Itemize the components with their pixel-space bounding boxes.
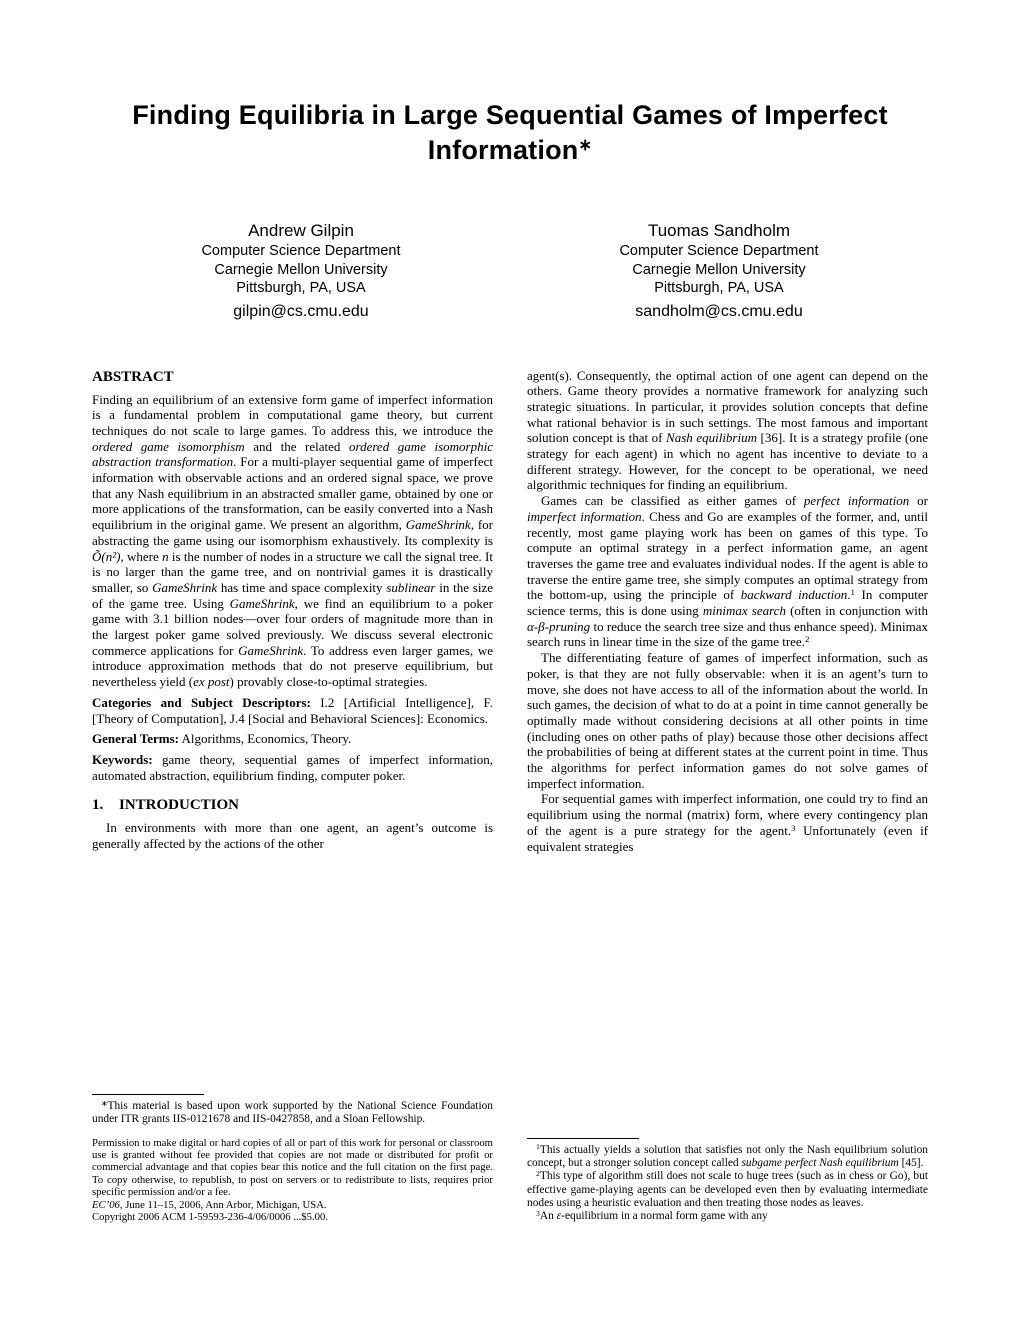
author-department: Computer Science Department — [201, 243, 401, 259]
keywords-text: Keywords: game theory, sequential games of imperfect information, automated abstraction, equilibrium finding, computer poker. — [92, 751, 493, 783]
general-terms-text: General Terms: Algorithms, Economics, Theory. — [92, 731, 352, 747]
categories-text: Categories and Subject Descriptors: I.2 [Artificial Intelligence], F. [Theory of Computation], J.4 [Social and Behavioral Sciences]: Economics. — [92, 694, 493, 726]
author-card-sandholm — [510, 220, 928, 322]
abstract-heading: ABSTRACT — [92, 368, 174, 385]
footnote-separator — [92, 1094, 204, 1095]
author-block — [92, 220, 928, 322]
footnote-1: $^1$This actually yields a solution that satisfies not only the Nash equilibrium solution concept, but a stronger solution concept called subgame perfect Nash equilibrium [45]. — [527, 1142, 928, 1170]
paper-page — [92, 0, 928, 1224]
section-title: INTRODUCTION — [119, 797, 240, 814]
author-email: gilpin@cs.cmu.edu — [233, 302, 369, 320]
left-footnotes — [92, 1094, 493, 1223]
author-name: Tuomas Sandholm — [647, 221, 791, 240]
footnote-2: $^2$This type of algorithm still does not scale to huge trees (such as in chess or Go), but effective game-playing agents can be developed even then by evaluating intermediate nodes using a heuristic evaluation and then treating those nodes as leaves. — [527, 1168, 928, 1209]
title-footnote-marker: ∗ — [578, 136, 593, 155]
author-location: Pittsburgh, PA, USA — [654, 280, 784, 296]
title-line-1: Finding Equilibria in Large Sequential Games of Imperfect — [132, 100, 888, 130]
paper-title — [92, 98, 928, 172]
support-footnote: ∗This material is based upon work supported by the National Science Foundation under ITR grants IIS-0121678 and IIS-0427858, and a Sloan Fellowship. — [92, 1098, 493, 1126]
footnote-3: $^3$An ε-equilibrium in a normal form game with any — [536, 1208, 768, 1223]
author-university: Carnegie Mellon University — [214, 261, 388, 278]
footnote-separator — [527, 1138, 639, 1139]
author-email: sandholm@cs.cmu.edu — [635, 302, 803, 320]
title-line-2: Information — [427, 135, 579, 165]
introduction-text: In environments with more than one agent, an agent’s outcome is generally affected by the actions of the other — [92, 820, 493, 852]
left-column — [92, 368, 493, 1224]
body-paragraph-3: The differentiating feature of games of imperfect information, such as poker, is that they are not fully observable: when it is an agent’s turn to move, she does not have access to all of the information about the world. In such games, the decision of what to do at a point in time cannot generally be optimally made without considering decisions at all other points in time (including ones on other paths of play) because those other decisions affect the probabilities of being at different states at the current point in time. Thus the algorithms for perfect information games do not solve games of imperfect information. — [527, 650, 928, 791]
body-paragraph-4: For sequential games with imperfect information, one could try to find an equilibrium using the normal (matrix) form, where every contingency plan of the agent is a pure strategy for the agent.$^3$ Unfortunately (even if equivalent strategies — [527, 791, 929, 854]
abstract-text: Finding an equilibrium of an extensive form game of imperfect information is a fundamental problem in computational game theory, but current techniques do not scale to large games. To address this, we introduce the ordered game isomorphism and the related ordered game isomorphic abstraction transformation. For a multi-player sequential game of imperfect information with observable actions and an ordered signal space, we prove that any Nash equilibrium in an abstracted smaller game, obtained by one or more applications of the transformation, can be easily converted into a Nash equilibrium in the original game. We present an algorithm, GameShrink, for abstracting the game using our isomorphism exhaustively. Its complexity is Õ(n²), where n is the number of nodes in a structure we call the signal tree. It is no larger than the game tree, and on nontrivial games it is drastically smaller, so GameShrink has time and space complexity sublinear in the size of the game tree. Using GameShrink, we find an equilibrium to a poker game with 3.1 billion nodes—over four orders of magnitude more than in the largest poker game solved previously. We discuss several electronic commerce applications for GameShrink. To address even larger games, we introduce approximation methods that do not preserve equilibrium, but nevertheless yield (ex post) provably close-to-optimal strategies. — [92, 391, 494, 690]
body-paragraph-2: Games can be classified as either games of perfect information or imperfect information. Chess and Go are examples of the former, and, until recently, most game playing work has been on games of this type. To compute an optimal strategy in a perfect information game, an agent traverses the game tree and evaluates individual nodes. If the agent is able to traverse the entire game tree, she simply computes an optimal strategy from the bottom-up, using the principle of backward induction.$^1$ In computer science terms, this is done using minimax search (often in conjunction with α-β-pruning to reduce the search tree size and thus enhance speed). Minimax search runs in linear time in the size of the game tree.$^2$ — [527, 493, 929, 650]
copyright-permission-text: Permission to make digital or hard copies of all or part of this work for personal or classroom use is granted without fee provided that copies are not made or distributed for profit or commercial advantage and that copies bear this notice and the full citation on the first page. To copy otherwise, to republish, to post on servers or to redistribute to lists, requires prior specific permission and/or a fee. — [92, 1136, 493, 1199]
right-column — [527, 368, 928, 1224]
author-card-gilpin — [92, 220, 510, 322]
section-number: 1. — [92, 797, 104, 814]
author-university: Carnegie Mellon University — [632, 261, 806, 278]
two-column-body — [92, 368, 928, 1224]
body-paragraph-1: agent(s). Consequently, the optimal action of one agent can depend on the others. Game theory provides a normative framework for analyzing such strategic situations. In particular, it provides solution concepts that define what rational behavior is in such settings. The most famous and important solution concept is that of Nash equilibrium [36]. It is a strategy profile (one strategy for each agent) in which no agent has incentive to deviate to a different strategy. However, for the concept to be operational, we need algorithmic techniques for finding an equilibrium. — [527, 367, 929, 493]
author-department: Computer Science Department — [619, 243, 819, 259]
author-name: Andrew Gilpin — [248, 221, 354, 240]
author-location: Pittsburgh, PA, USA — [236, 280, 366, 296]
copyright-venue: EC’06, June 11–15, 2006, Ann Arbor, Michigan, USA. — [92, 1198, 327, 1211]
introduction-heading — [92, 796, 493, 814]
copyright-line: Copyright 2006 ACM 1-59593-236-4/06/0006 ...$5.00. — [92, 1211, 329, 1224]
right-footnotes — [527, 1138, 928, 1224]
